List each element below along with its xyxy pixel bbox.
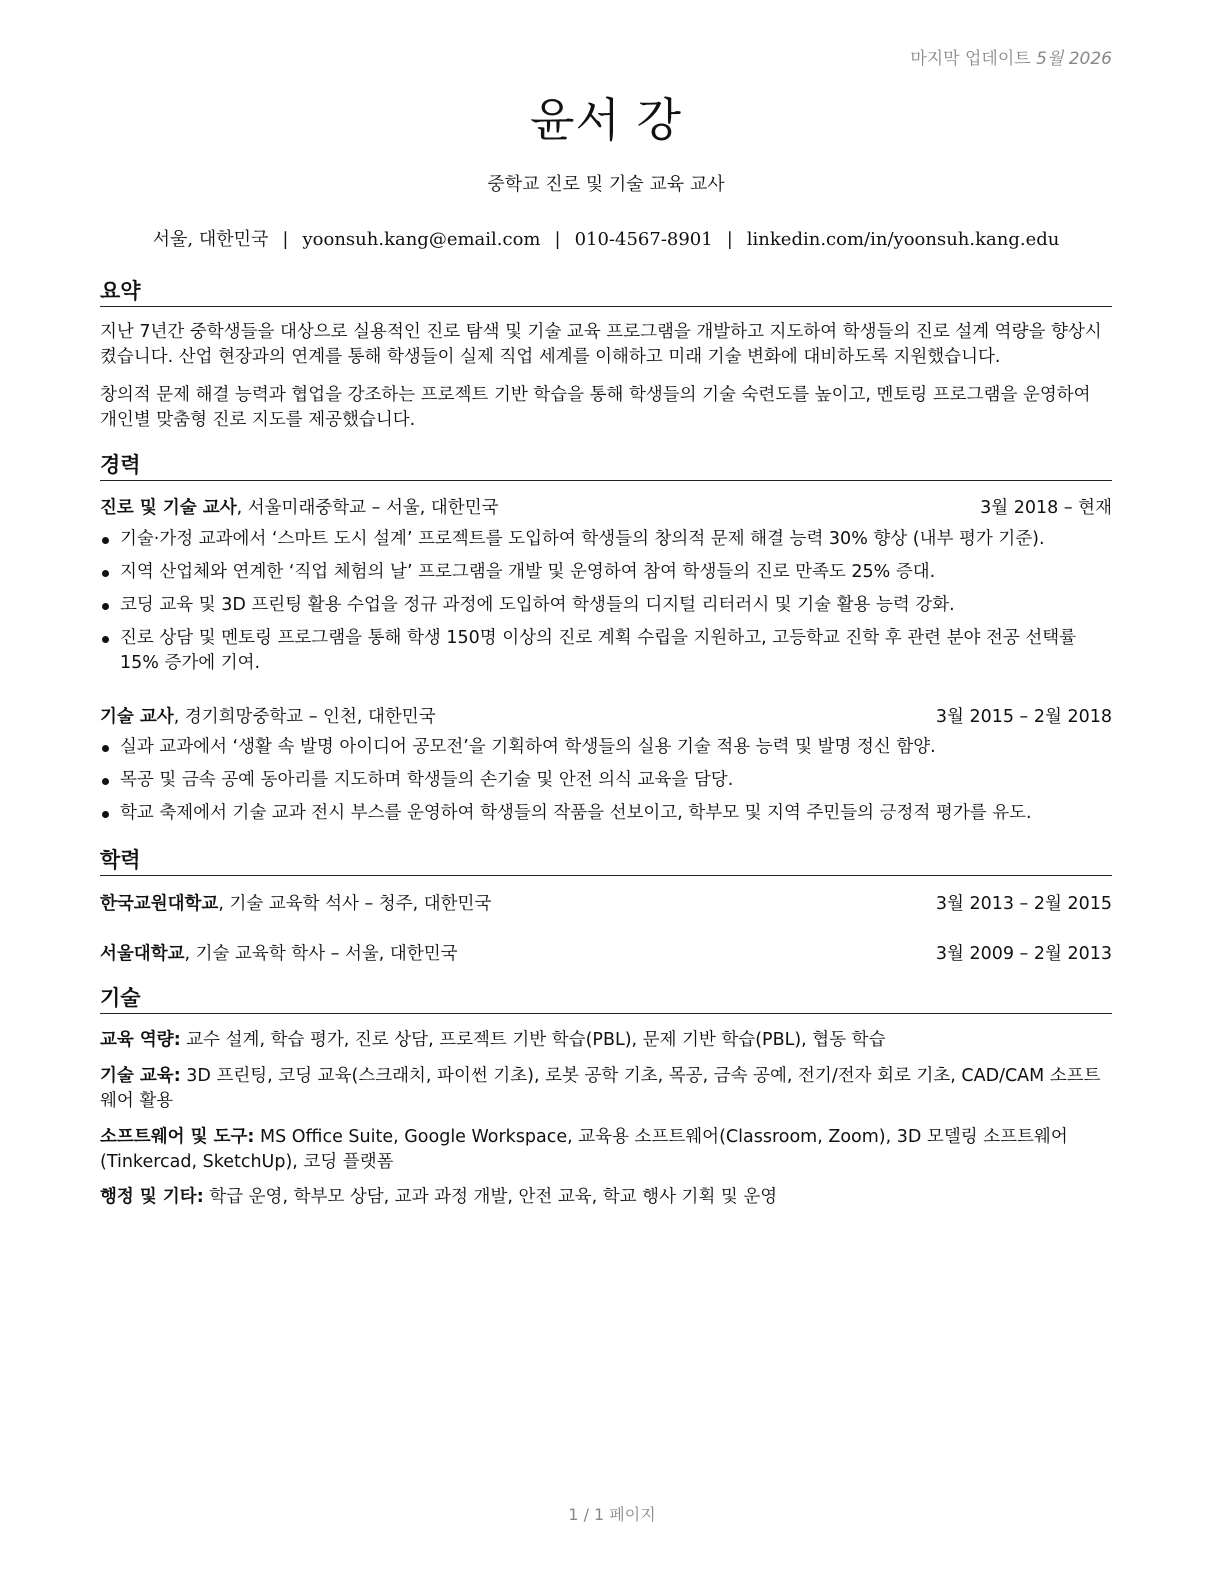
education-detail: , 기술 교육학 학사 – 서울, 대한민국 <box>184 944 458 964</box>
education-item <box>100 942 1112 966</box>
contact-email[interactable]: yoonsuh.kang@email.com <box>302 229 541 250</box>
job-role-org <box>100 705 436 729</box>
last-updated-label: 마지막 업데이트 <box>910 49 1031 69</box>
education-school: 한국교원대학교 <box>100 894 219 914</box>
list-item: 지역 산업체와 연계한 ‘직업 체험의 날’ 프로그램을 개발 및 운영하여 참여 학생들의 진로 만족도 25% 증대. <box>100 560 1112 585</box>
job-title: 중학교 진로 및 기술 교육 교사 <box>487 174 725 195</box>
contact-linkedin[interactable]: linkedin.com/in/yoonsuh.kang.edu <box>746 229 1060 250</box>
last-updated-date: 5월 2026 <box>1036 49 1112 69</box>
education-detail: , 기술 교육학 석사 – 청주, 대한민국 <box>218 894 492 914</box>
skill-label: 소프트웨어 및 도구: <box>100 1127 255 1147</box>
section-title-experience: 경력 <box>100 452 1112 481</box>
job-role-org <box>100 496 499 520</box>
skill-label: 기술 교육: <box>100 1066 181 1086</box>
education-school: 서울대학교 <box>100 944 185 964</box>
skill-text: 교수 설계, 학습 평가, 진로 상담, 프로젝트 기반 학습(PBL), 문제 기반 학습(PBL), 협동 학습 <box>180 1030 886 1050</box>
skill-item <box>100 1064 1112 1114</box>
list-item: 코딩 교육 및 3D 프린팅 활용 수업을 정규 과정에 도입하여 학생들의 디지털 리터러시 및 기술 활용 능력 강화. <box>100 593 1112 618</box>
contact-separator: | <box>726 229 733 250</box>
last-updated <box>910 44 1112 69</box>
job-org: , 서울미래중학교 – 서울, 대한민국 <box>236 498 499 518</box>
section-title-skills: 기술 <box>100 985 1112 1014</box>
contact-separator: | <box>282 229 289 250</box>
job-role: 진로 및 기술 교사 <box>100 498 237 518</box>
education-school-detail <box>100 892 491 916</box>
education-dates: 3월 2013 – 2월 2015 <box>935 894 1112 914</box>
section-title-summary: 요약 <box>100 278 1112 307</box>
job-org: , 경기희망중학교 – 인천, 대한민국 <box>173 707 436 727</box>
contact-line <box>100 225 1112 251</box>
skill-text: 학급 운영, 학부모 상담, 교과 과정 개발, 안전 교육, 학교 행사 기획 및 운영 <box>203 1187 778 1207</box>
contact-phone: 010-4567-8901 <box>574 229 713 250</box>
page-number: 1 / 1 페이지 <box>568 1505 656 1524</box>
summary-paragraph: 지난 7년간 중학생들을 대상으로 실용적인 진로 탐색 및 기술 교육 프로그램을 개발하고 지도하여 학생들의 진로 설계 역량을 향상시켰습니다. 산업 현장과의 연계를 통해 학생들이 실제 직업 세계를 이해하고 미래 기술 변화에 대비하도록 지원했습니다. <box>100 322 1102 367</box>
list-item: 학교 축제에서 기술 교과 전시 부스를 운영하여 학생들의 작품을 선보이고, 학부모 및 지역 주민들의 긍정적 평가를 유도. <box>100 801 1112 826</box>
education-dates: 3월 2009 – 2월 2013 <box>935 944 1112 964</box>
job-header <box>100 705 1112 729</box>
education-school-detail <box>100 942 458 966</box>
section-title-education: 학력 <box>100 847 1112 876</box>
person-name: 윤서 강 <box>530 93 682 147</box>
skill-label: 행정 및 기타: <box>100 1187 204 1207</box>
education-item <box>100 892 1112 916</box>
skill-text: 3D 프린팅, 코딩 교육(스크래치, 파이썬 기초), 로봇 공학 기초, 목공, 금속 공예, 전기/전자 회로 기초, CAD/CAM 소프트웨어 활용 <box>100 1066 1101 1111</box>
skill-item <box>100 1028 1112 1053</box>
list-item: 목공 및 금속 공예 동아리를 지도하며 학생들의 손기술 및 안전 의식 교육을 담당. <box>100 768 1112 793</box>
job-bullets <box>100 527 1112 684</box>
job-dates: 3월 2015 – 2월 2018 <box>935 707 1112 727</box>
list-item: 기술·가정 교과에서 ‘스마트 도시 설계’ 프로젝트를 도입하여 학생들의 창의적 문제 해결 능력 30% 향상 (내부 평가 기준). <box>100 527 1112 552</box>
job-bullets <box>100 735 1112 834</box>
job-role: 기술 교사 <box>100 707 174 727</box>
list-item: 실과 교과에서 ‘생활 속 발명 아이디어 공모전’을 기획하여 학생들의 실용 기술 적용 능력 및 발명 정신 함양. <box>100 735 1112 760</box>
skill-item <box>100 1185 1112 1210</box>
summary-paragraph: 창의적 문제 해결 능력과 협업을 강조하는 프로젝트 기반 학습을 통해 학생들의 기술 숙련도를 높이고, 멘토링 프로그램을 운영하여 개인별 맞춤형 진로 지도를 제공했습니다. <box>100 385 1091 430</box>
skill-text: MS Office Suite, Google Workspace, 교육용 소프트웨어(Classroom, Zoom), 3D 모델링 소프트웨어 (Tinkercad, SketchUp), 코딩 플랫폼 <box>100 1127 1068 1172</box>
job-dates: 3월 2018 – 현재 <box>980 498 1112 518</box>
contact-location: 서울, 대한민국 <box>152 229 269 250</box>
job-header <box>100 496 1112 520</box>
skill-item <box>100 1125 1112 1175</box>
contact-separator: | <box>554 229 561 250</box>
list-item: 진로 상담 및 멘토링 프로그램을 통해 학생 150명 이상의 진로 계획 수립을 지원하고, 고등학교 진학 후 관련 분야 전공 선택률 15% 증가에 기여. <box>100 626 1112 676</box>
skill-label: 교육 역량: <box>100 1030 181 1050</box>
